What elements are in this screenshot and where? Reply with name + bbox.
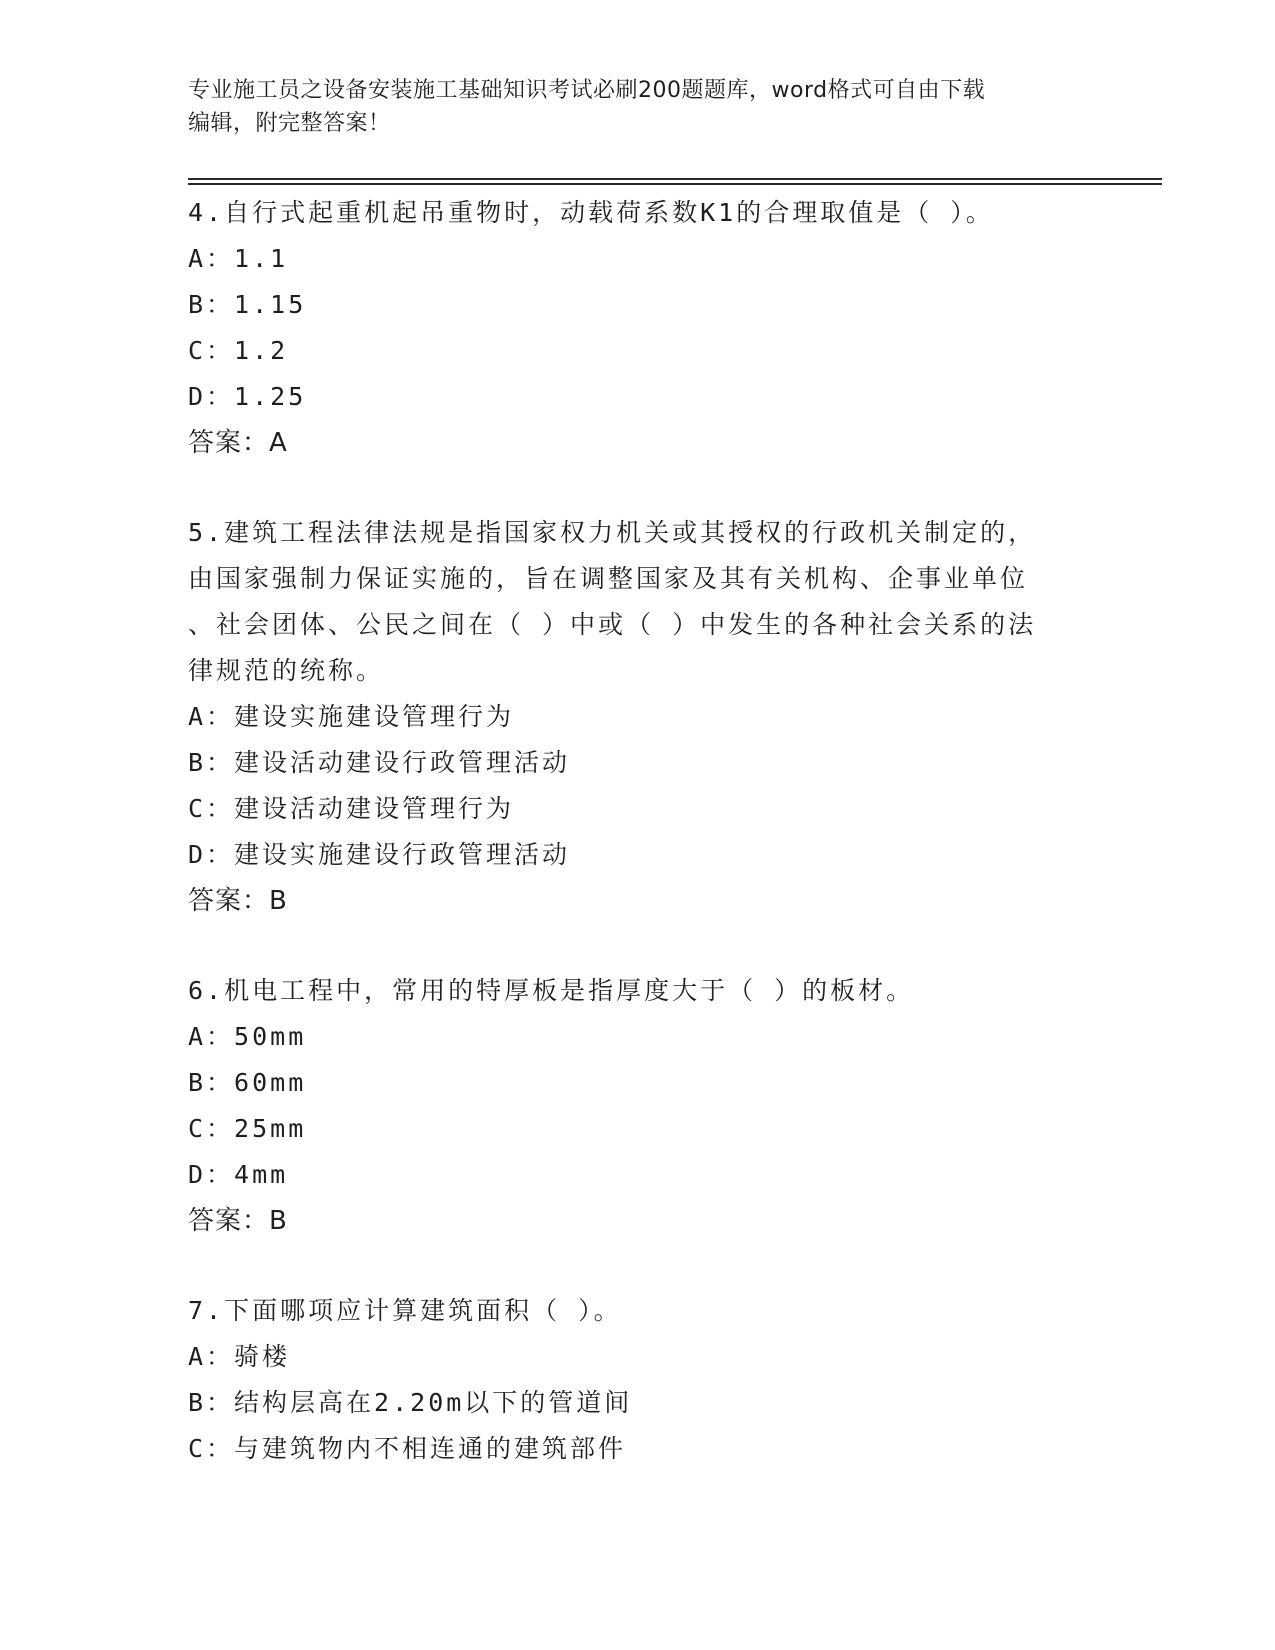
header-divider-top: [188, 178, 1162, 180]
option-c: C：与建筑物内不相连通的建筑部件: [188, 1434, 627, 1463]
option-c: C：25mm: [188, 1114, 307, 1143]
document-header: [188, 74, 1068, 140]
option-d: D：4mm: [188, 1160, 289, 1189]
option-b: B：1.15: [188, 290, 307, 319]
spacer: [188, 1244, 1068, 1288]
header-divider-bottom: [188, 183, 1162, 185]
question-block: [188, 968, 1068, 1244]
question-block: [188, 1288, 1068, 1472]
answer-line: 答案：A: [188, 428, 288, 458]
option-a: A：1.1: [188, 244, 289, 273]
header-title-line-2: 编辑，附完整答案！: [188, 111, 391, 136]
spacer: [188, 466, 1068, 510]
option-b: B：建设活动建设行政管理活动: [188, 748, 571, 777]
question-stem-line-2: 由国家强制力保证实施的，旨在调整国家及其有关机构、企事业单位: [188, 564, 1029, 593]
answer-line: 答案：B: [188, 886, 288, 916]
question-list: [188, 190, 1068, 1472]
question-stem-line-3: 、社会团体、公民之间在（ ）中或（ ）中发生的各种社会关系的法: [188, 610, 1037, 639]
question-stem-line-1: 5.建筑工程法律法规是指国家权力机关或其授权的行政机关制定的，: [188, 518, 1037, 547]
option-c: C：1.2: [188, 336, 289, 365]
option-d: D：1.25: [188, 382, 307, 411]
question-stem: 6.机电工程中，常用的特厚板是指厚度大于（ ）的板材。: [188, 976, 915, 1005]
answer-line: 答案：B: [188, 1206, 288, 1236]
option-a: A：50mm: [188, 1022, 307, 1051]
option-d: D：建设实施建设行政管理活动: [188, 840, 571, 869]
spacer: [188, 924, 1068, 968]
option-b: B：结构层高在2.20m以下的管道间: [188, 1388, 633, 1417]
option-c: C：建设活动建设管理行为: [188, 794, 515, 823]
option-a: A：建设实施建设管理行为: [188, 702, 515, 731]
header-title-line-1: 专业施工员之设备安装施工基础知识考试必刷200题题库，word格式可自由下载: [188, 78, 986, 103]
option-b: B：60mm: [188, 1068, 307, 1097]
question-block: [188, 190, 1068, 466]
question-stem-line-4: 律规范的统称。: [188, 656, 385, 685]
option-a: A：骑楼: [188, 1342, 291, 1371]
question-stem: 7.下面哪项应计算建筑面积（ ）。: [188, 1296, 622, 1325]
question-stem: 4.自行式起重机起吊重物时，动载荷系数K1的合理取值是（ ）。: [188, 198, 994, 227]
question-block: [188, 510, 1068, 924]
